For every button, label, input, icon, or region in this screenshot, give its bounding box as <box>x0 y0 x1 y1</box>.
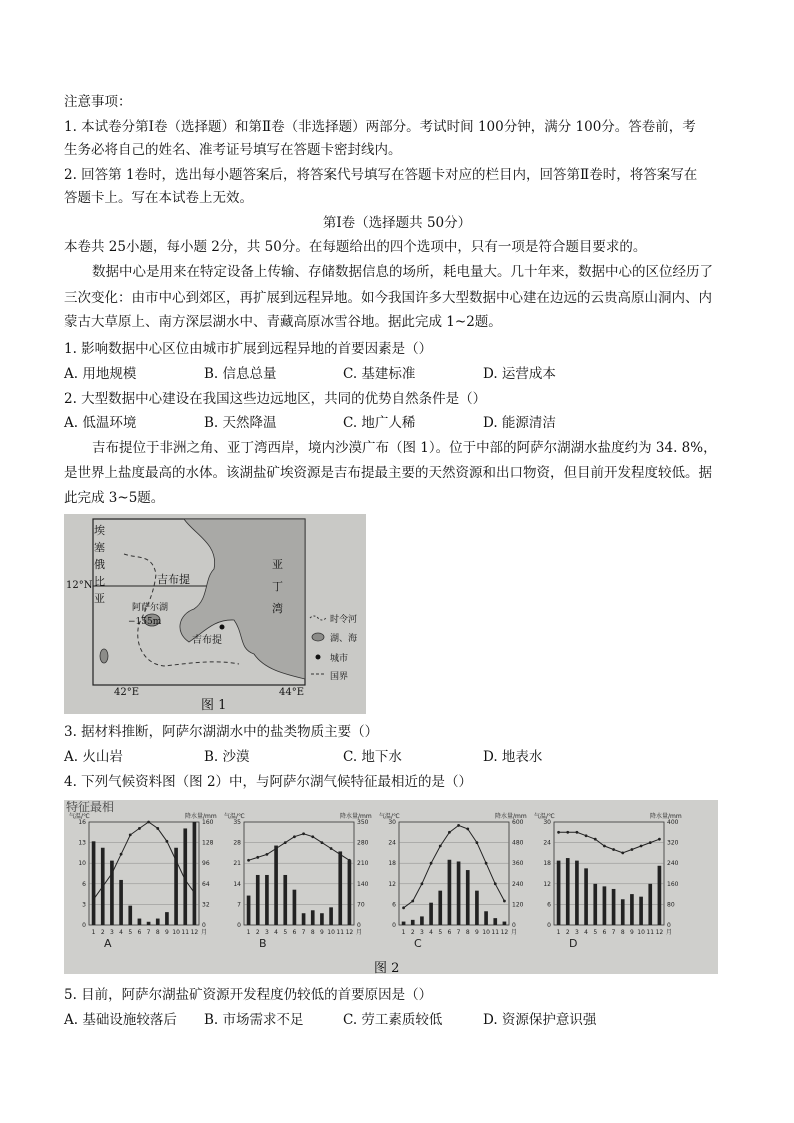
chart-A-tick-label: 11 <box>181 929 190 936</box>
chart-C-tick-label: 9 <box>475 929 479 936</box>
chart-D-left-tick: 12 <box>543 880 551 888</box>
chart-C-left-tick: 0 <box>392 922 396 929</box>
q3-option-c: C. 地下水 <box>343 749 402 765</box>
passage-2-line-2: 是世界上盐度最高的水体。该湖盐矿埃资源是吉布提最主要的天然资源和出口物资，但目前开发程度较低。据 <box>64 465 712 481</box>
chart-C-left-tick: 18 <box>388 860 396 868</box>
chart-C-tick-label: 12 <box>500 929 509 936</box>
chart-B-right-tick: 140 <box>357 880 369 888</box>
chart-A-bar <box>147 922 151 925</box>
chart-B-bar <box>283 875 287 925</box>
chart-B-panel-label: B <box>259 937 267 950</box>
chart-A-right-tick: 64 <box>202 880 210 888</box>
chart-C-bar <box>466 870 470 925</box>
section-title: 第Ⅰ卷（选择题共 50分） <box>322 215 472 231</box>
figure-1-caption: 图 1 <box>201 698 227 713</box>
chart-B-bar <box>293 890 297 925</box>
chart-B-bar <box>302 913 306 925</box>
q1-option-b: B. 信息总量 <box>204 366 277 382</box>
chart-A-tick-label: 9 <box>165 929 169 936</box>
chart-B-bar <box>265 875 269 925</box>
chart-B-bar <box>247 896 251 925</box>
chart-A-right-tick: 32 <box>202 901 210 909</box>
chart-B-right-tick: 280 <box>357 839 369 847</box>
chart-D-tick-label: 10 <box>637 929 645 936</box>
q3-option-d: D. 地表水 <box>483 749 543 765</box>
chart-C-bar <box>475 891 479 925</box>
chart-C-tick-label: 5 <box>438 929 443 936</box>
chart-A-left-tick: 16 <box>78 819 86 826</box>
chart-A-left-tick: 13 <box>78 839 86 847</box>
chart-B-temp-axis-label: 气温/℃ <box>224 813 245 820</box>
passage-2-line-3: 此完成 3~5题。 <box>64 490 165 506</box>
chart-A-left-tick: 6 <box>82 880 86 888</box>
chart-D-tick-label: 8 <box>620 929 625 936</box>
chart-A-month-label: 月 <box>201 929 208 936</box>
chart-C-panel-label: C <box>414 937 422 950</box>
chart-C-tick-label: 6 <box>447 929 452 936</box>
chart-A-tick-label: 7 <box>146 929 151 936</box>
chart-D-tick-label: 11 <box>646 929 655 936</box>
chart-C-bar <box>457 861 461 925</box>
chart-B-right-tick: 350 <box>357 819 369 826</box>
legend-seasonal-river: 时令河 <box>330 615 358 625</box>
q1-option-a: A. 用地规模 <box>64 366 137 382</box>
chart-D-tick-label: 9 <box>630 929 634 936</box>
chart-C-bar <box>493 918 497 925</box>
chart-D-tick-label: 7 <box>611 929 616 936</box>
chart-A-bar <box>128 906 132 925</box>
chart-A-bar <box>119 880 123 925</box>
question-2-stem: 2. 大型数据中心建设在我国这些边远地区，共同的优势自然条件是（） <box>64 391 487 407</box>
chart-B-left-tick: 7 <box>237 901 241 909</box>
chart-C-right-tick: 360 <box>512 860 524 868</box>
chart-B-tick-label: 4 <box>274 929 278 936</box>
chart-C-frame <box>399 822 509 925</box>
chart-D-bar <box>566 858 570 925</box>
figure-2-top-text: 特征最相 <box>66 800 115 814</box>
chart-A-left-tick: 3 <box>82 901 86 909</box>
chart-C-tick-label: 10 <box>482 929 490 936</box>
chart-C-tick-label: 11 <box>491 929 500 936</box>
notes-heading: 注意事项： <box>64 94 132 110</box>
chart-D-precip-axis-label: 降水量/mm <box>650 813 682 820</box>
q2-option-a: A. 低温环境 <box>64 415 137 431</box>
chart-B-left-tick: 0 <box>237 922 241 929</box>
chart-B-bar <box>348 860 352 925</box>
chart-C-tick-label: 4 <box>429 929 433 936</box>
chart-C-right-tick: 480 <box>512 839 524 847</box>
map-label-lon-44: 44°E <box>279 687 305 698</box>
chart-C-tick-label: 7 <box>456 929 461 936</box>
chart-B-tick-label: 10 <box>327 929 335 936</box>
q2-option-c: C. 地广人稀 <box>343 415 416 431</box>
q5-option-c: C. 劳工素质较低 <box>343 1012 443 1028</box>
chart-D-bar <box>648 884 652 925</box>
chart-D-bar <box>575 861 579 925</box>
chart-A-tick-label: 5 <box>128 929 133 936</box>
chart-C-left-tick: 6 <box>392 901 396 909</box>
figure-2-climate-charts <box>64 800 718 974</box>
chart-A-tick-label: 6 <box>137 929 142 936</box>
chart-D-tick-label: 3 <box>575 929 579 936</box>
map-label-elevation: −155m <box>128 617 162 627</box>
chart-D-left-tick: 6 <box>547 901 551 909</box>
chart-C-bar <box>503 922 507 925</box>
q5-option-d: D. 资源保护意识强 <box>483 1012 597 1028</box>
chart-B-bar <box>320 913 324 925</box>
chart-B-tick-label: 8 <box>310 929 315 936</box>
q2-option-b: B. 天然降温 <box>204 415 277 431</box>
chart-B-bar <box>274 846 278 925</box>
chart-A-right-tick: 128 <box>202 839 214 847</box>
chart-C-left-tick: 12 <box>388 880 396 888</box>
chart-A-tick-label: 8 <box>155 929 160 936</box>
chart-B-tick-label: 11 <box>336 929 345 936</box>
note-2-line-1: 2. 回答第 1卷时，选出每小题答案后，将答案代号填写在答题卡对应的栏目内，回答第Ⅱ卷时，将答案写在 <box>64 167 698 183</box>
chart-C-right-tick: 600 <box>512 819 524 826</box>
chart-C-temp-line <box>404 825 505 907</box>
chart-D-month-label: 月 <box>666 929 673 936</box>
question-3-stem: 3. 据材料推断，阿萨尔湖湖水中的盐类物质主要（） <box>64 724 379 740</box>
passage-1-line-2: 三次变化：由市中心到郊区，再扩展到远程异地。如今我国许多大型数据中心建在边远的云贵高原山洞内、内 <box>64 290 712 306</box>
chart-C-tick-label: 3 <box>420 929 424 936</box>
climate-charts-svg <box>64 800 718 974</box>
chart-D-bar <box>557 861 561 925</box>
legend-lake-sea: 湖、海 <box>330 634 358 644</box>
chart-B-left-tick: 14 <box>233 880 241 888</box>
chart-A-bar <box>165 912 169 925</box>
chart-C-tick-label: 2 <box>410 929 415 936</box>
chart-A-temp-line <box>94 822 195 899</box>
chart-B-precip-axis-label: 降水量/mm <box>340 813 372 820</box>
chart-D-bar <box>639 897 643 925</box>
chart-C-right-tick: 0 <box>512 922 516 929</box>
chart-B-bar <box>338 851 342 925</box>
chart-D-tick-label: 6 <box>602 929 607 936</box>
q1-option-c: C. 基建标准 <box>343 366 416 382</box>
map-label-gulf-of-aden: 亚 丁 湾 <box>272 558 283 615</box>
chart-D-right-tick: 0 <box>667 922 671 929</box>
passage-2-line-1: 吉布提位于非洲之角、亚丁湾西岸，境内沙漠广布（图 1）。位于中部的阿萨尔湖湖水盐度约为 34. 8%， <box>92 440 717 456</box>
chart-D-bar <box>593 884 597 925</box>
map-label-djibouti: 吉布提 <box>157 573 190 586</box>
passage-1-line-1: 数据中心是用来在特定设备上传输、存储数据信息的场所，耗电量大。几十年来，数据中心的区位经历了 <box>92 264 713 280</box>
chart-D-bar <box>630 894 634 925</box>
chart-D-left-tick: 24 <box>543 839 551 847</box>
chart-D-left-tick: 30 <box>543 819 551 826</box>
chart-D-tick-label: 12 <box>655 929 664 936</box>
q3-option-b: B. 沙漠 <box>204 749 250 765</box>
chart-D-panel-label: D <box>569 937 578 950</box>
chart-A-tick-label: 1 <box>91 929 96 936</box>
chart-A-right-tick: 0 <box>202 922 206 929</box>
chart-A-bar <box>156 919 160 925</box>
q5-option-a: A. 基础设施较落后 <box>64 1012 177 1028</box>
q3-option-a: A. 火山岩 <box>64 749 123 765</box>
chart-D-right-tick: 80 <box>667 901 675 909</box>
map-label-lon-42: 42°E <box>114 687 140 698</box>
chart-D-right-tick: 400 <box>667 819 679 826</box>
chart-D-tick-label: 1 <box>556 929 561 936</box>
chart-C-bar <box>448 860 452 925</box>
chart-B-tick-label: 1 <box>246 929 251 936</box>
city-marker <box>220 625 225 630</box>
chart-D-left-tick: 0 <box>547 922 551 929</box>
chart-A-tick-label: 12 <box>190 929 199 936</box>
chart-D-tick-label: 2 <box>565 929 570 936</box>
chart-D-frame <box>554 822 664 925</box>
chart-C-bar <box>402 922 406 925</box>
chart-C-bar <box>411 920 415 925</box>
chart-D-temp-axis-label: 气温/℃ <box>534 813 555 820</box>
chart-D-left-tick: 18 <box>543 860 551 868</box>
chart-C-left-tick: 30 <box>388 819 396 826</box>
figure-2-caption: 图 2 <box>374 961 400 976</box>
legend-city: 城市 <box>330 654 349 664</box>
chart-C-bar <box>420 916 424 925</box>
chart-B-month-label: 月 <box>356 929 363 936</box>
legend-border: 国界 <box>330 672 349 682</box>
chart-B-bar <box>329 907 333 925</box>
chart-C-temp-axis-label: 气温/℃ <box>379 813 400 820</box>
chart-A-bar <box>92 841 96 925</box>
chart-A-tick-label: 10 <box>172 929 180 936</box>
figure-1-map <box>64 514 366 714</box>
chart-D-right-tick: 320 <box>667 839 679 847</box>
map-drawing <box>64 514 366 714</box>
chart-B-tick-label: 3 <box>265 929 269 936</box>
chart-A-panel-label: A <box>104 937 112 950</box>
note-1-line-2: 生务必将自己的姓名、准考证号填写在答题卡密封线内。 <box>64 142 402 158</box>
question-4-stem: 4. 下列气候资料图（图 2）中，与阿萨尔湖气候特征最相近的是（） <box>64 774 473 790</box>
chart-A-temp-axis-label: 气温/℃ <box>69 813 90 820</box>
chart-A-left-tick: 10 <box>78 860 86 868</box>
chart-B-left-tick: 35 <box>233 819 241 826</box>
chart-C-right-tick: 120 <box>512 901 524 909</box>
chart-A-tick-label: 4 <box>119 929 123 936</box>
chart-C-bar <box>429 903 433 925</box>
chart-B-temp-line <box>249 834 350 861</box>
chart-C-bar <box>438 891 442 925</box>
chart-D-right-tick: 160 <box>667 880 679 888</box>
question-1-stem: 1. 影响数据中心区位由城市扩展到远程异地的首要因素是（） <box>64 341 433 357</box>
chart-C-precip-axis-label: 降水量/mm <box>495 813 527 820</box>
note-1-line-1: 1. 本试卷分第Ⅰ卷（选择题）和第Ⅱ卷（非选择题）两部分。考试时间 100分钟，满分 100分。答卷前，考 <box>64 119 696 135</box>
passage-1-line-3: 蒙古大草原上、南方深层湖水中、青藏高原冰雪谷地。据此完成 1~2题。 <box>64 314 502 330</box>
chart-C-right-tick: 240 <box>512 880 524 888</box>
chart-B-left-tick: 28 <box>233 839 241 847</box>
q5-option-b: B. 市场需求不足 <box>204 1012 304 1028</box>
map-label-ethiopia: 埃 塞 俄 比 亚 <box>94 524 105 605</box>
q1-option-d: D. 运营成本 <box>483 366 556 382</box>
chart-D-bar <box>584 868 588 925</box>
chart-B-tick-label: 2 <box>255 929 260 936</box>
chart-A-right-tick: 96 <box>202 860 210 868</box>
chart-C-tick-label: 1 <box>401 929 406 936</box>
chart-B-tick-label: 7 <box>301 929 306 936</box>
chart-B-bar <box>311 910 315 925</box>
chart-D-bar <box>612 889 616 925</box>
chart-A-bar <box>193 822 197 925</box>
chart-A-tick-label: 3 <box>110 929 114 936</box>
map-label-city-djibouti: 吉布提 <box>192 635 222 646</box>
chart-B-right-tick: 0 <box>357 922 361 929</box>
map-label-latitude: 12°N <box>66 580 93 591</box>
chart-B-bar <box>256 875 260 925</box>
q2-option-d: D. 能源清洁 <box>483 415 556 431</box>
section-intro: 本卷共 25小题，每小题 2分，共 50分。在每题给出的四个选项中，只有一项是符合题目要求的。 <box>64 239 647 255</box>
chart-D-bar <box>603 886 607 925</box>
chart-B-tick-label: 6 <box>292 929 297 936</box>
note-2-line-2: 答题卡上。写在本试卷上无效。 <box>64 190 253 206</box>
chart-A-precip-axis-label: 降水量/mm <box>185 813 217 820</box>
chart-D-right-tick: 240 <box>667 860 679 868</box>
chart-B-left-tick: 21 <box>233 860 241 868</box>
chart-C-tick-label: 8 <box>465 929 470 936</box>
map-label-lake-assal: 阿萨尔湖 <box>132 603 169 613</box>
chart-D-bar <box>621 899 625 925</box>
chart-B-tick-label: 12 <box>345 929 354 936</box>
chart-C-bar <box>484 911 488 925</box>
chart-B-right-tick: 210 <box>357 860 369 868</box>
chart-D-tick-label: 4 <box>584 929 588 936</box>
chart-D-bar <box>658 866 662 925</box>
chart-D-tick-label: 5 <box>593 929 598 936</box>
chart-B-tick-label: 9 <box>320 929 324 936</box>
chart-A-tick-label: 2 <box>100 929 105 936</box>
chart-C-left-tick: 24 <box>388 839 396 847</box>
question-5-stem: 5. 目前，阿萨尔湖盐矿资源开发程度仍较低的首要原因是（） <box>64 987 433 1003</box>
chart-C-month-label: 月 <box>511 929 518 936</box>
chart-B-tick-label: 5 <box>283 929 288 936</box>
chart-B-frame <box>244 822 354 925</box>
chart-B-right-tick: 70 <box>357 901 365 909</box>
chart-A-bar <box>138 919 142 925</box>
chart-A-right-tick: 160 <box>202 819 214 826</box>
chart-A-left-tick: 0 <box>82 922 86 929</box>
